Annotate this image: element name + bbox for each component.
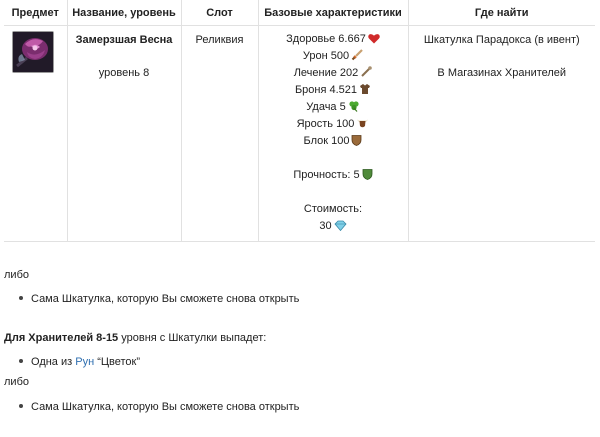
stat-healing: Лечение 202: [259, 65, 408, 82]
list-item: Сама Шкатулка, которую Вы сможете снова открыть: [19, 292, 299, 306]
cell-name-level: [67, 26, 181, 242]
durability-shield-icon: [362, 168, 373, 180]
stats-spacer: [259, 184, 408, 201]
cell-item-icon: [4, 26, 67, 242]
cost-label: Стоимость:: [303, 203, 363, 215]
table-header-row: [4, 0, 595, 26]
keepers-paragraph: Для Хранителей 8-15 уровня с Шкатулки выпадет:: [4, 332, 267, 344]
cell-stats: [258, 26, 408, 242]
purple-rose-icon[interactable]: [12, 31, 54, 73]
header-name-level: Название, уровень: [67, 0, 181, 26]
stat-damage: Урон 500: [259, 48, 408, 65]
where-find-source-1: Шкатулка Парадокса (в ивент): [423, 34, 580, 46]
list-item: Сама Шкатулка, которую Вы сможете снова открыть: [19, 400, 299, 414]
clover-icon: [348, 100, 360, 112]
keepers-level-range: Для Хранителей 8-15: [4, 332, 119, 344]
stat-durability: Прочность: 5: [259, 167, 408, 184]
item-name: Замерзшая Весна: [75, 34, 173, 46]
item-level: уровень 8: [98, 67, 150, 79]
cost-value: 30: [259, 218, 408, 235]
heart-icon: [368, 33, 380, 44]
header-base-stats: Базовые характеристики: [258, 0, 408, 26]
shield-icon: [351, 134, 362, 146]
stat-health: Здоровье 6.667: [259, 31, 408, 48]
cell-where-find: [408, 26, 595, 242]
stat-luck: Удача 5: [259, 99, 408, 116]
crystal-icon: [334, 220, 347, 231]
stats-spacer: [259, 150, 408, 167]
stat-fury: Ярость 100: [259, 116, 408, 133]
stat-block: Блок 100: [259, 133, 408, 150]
header-item: Предмет: [4, 0, 67, 26]
cell-slot: [181, 26, 258, 242]
or-text-2: либо: [4, 376, 29, 388]
header-where-find: Где найти: [408, 0, 595, 26]
item-slot: Реликвия: [195, 34, 244, 46]
list-item: Одна из Рун “Цветок”: [19, 355, 140, 369]
bull-icon: [356, 117, 369, 129]
where-find-source-2: В Магазинах Хранителей: [437, 67, 567, 79]
runes-link[interactable]: Рун: [75, 356, 95, 368]
wand-icon: [360, 66, 372, 78]
header-slot: Слот: [181, 0, 258, 26]
stats-list: [259, 31, 408, 235]
armor-icon: [359, 83, 371, 95]
items-table: [4, 0, 595, 242]
or-text-1: либо: [4, 269, 29, 281]
stat-armor: Броня 4.521: [259, 82, 408, 99]
table-row: [4, 26, 595, 242]
sword-icon: [351, 49, 363, 61]
